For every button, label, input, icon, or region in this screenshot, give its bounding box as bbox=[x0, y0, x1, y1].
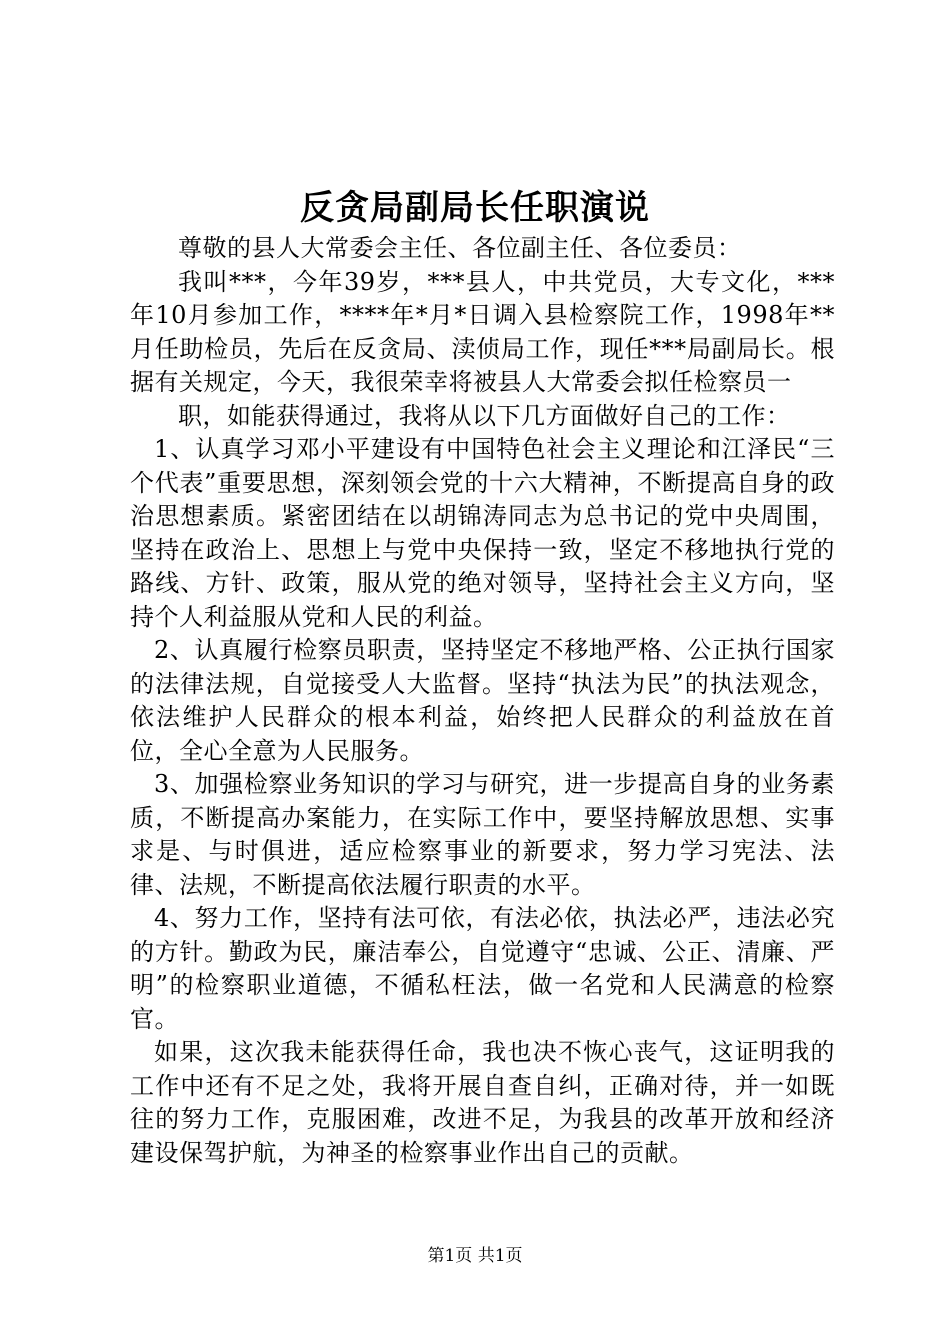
point-2-paragraph: 2、认真履行检察员职责，坚持坚定不移地严格、公正执行国家的法律法规，自觉接受人大监督。坚持“执法为民”的执法观念，依法维护人民群众的根本利益，始终把人民群众的利益放在首位，全心全意为人民服务。 bbox=[130, 636, 835, 765]
document-body bbox=[130, 232, 835, 1170]
document-title: 反贪局副局长任职演说 bbox=[300, 188, 650, 228]
intent-paragraph: 职，如能获得通过，我将从以下几方面做好自己的工作： bbox=[178, 401, 791, 430]
point-3-paragraph: 3、加强检察业务知识的学习与研究，进一步提高自身的业务素质，不断提高办案能力，在实际工作中，要坚持解放思想、实事求是、与时俱进，适应检察事业的新要求，努力学习宪法、法律、法规，不断提高依法履行职责的水平。 bbox=[130, 770, 835, 899]
introduction-paragraph: 我叫***，今年39岁，***县人，中共党员，大专文化，***年10月参加工作，****年*月*日调入县检察院工作，1998年**月任助检员，先后在反贪局、渎侦局工作，现任***局副局长。根据有关规定，今天，我很荣幸将被县人大常委会拟任检察员一 bbox=[130, 267, 835, 396]
page-number-footer: 第1页 共1页 bbox=[427, 1246, 523, 1266]
closing-paragraph: 如果，这次我未能获得任命，我也决不恢心丧气，这证明我的工作中还有不足之处，我将开展自查自纠，正确对待，并一如既往的努力工作，克服困难，改进不足，为我县的改革开放和经济建设保驾护航，为神圣的检察事业作出自己的贡献。 bbox=[130, 1038, 835, 1167]
salutation-paragraph: 尊敬的县人大常委会主任、各位副主任、各位委员： bbox=[178, 234, 742, 262]
point-4-paragraph: 4、努力工作，坚持有法可依，有法必依，执法必严，违法必究的方针。勤政为民，廉洁奉公，自觉遵守“忠诚、公正、清廉、严明”的检察职业道德，不循私枉法，做一名党和人民满意的检察官。 bbox=[130, 904, 835, 1033]
point-1-paragraph: 1、认真学习邓小平建设有中国特色社会主义理论和江泽民“三个代表”重要思想，深刻领会党的十六大精神，不断提高自身的政治思想素质。紧密团结在以胡锦涛同志为总书记的党中央周围，坚持在政治上、思想上与党中央保持一致，坚定不移地执行党的路线、方针、政策，服从党的绝对领导，坚持社会主义方向，坚持个人利益服从党和人民的利益。 bbox=[130, 435, 835, 631]
